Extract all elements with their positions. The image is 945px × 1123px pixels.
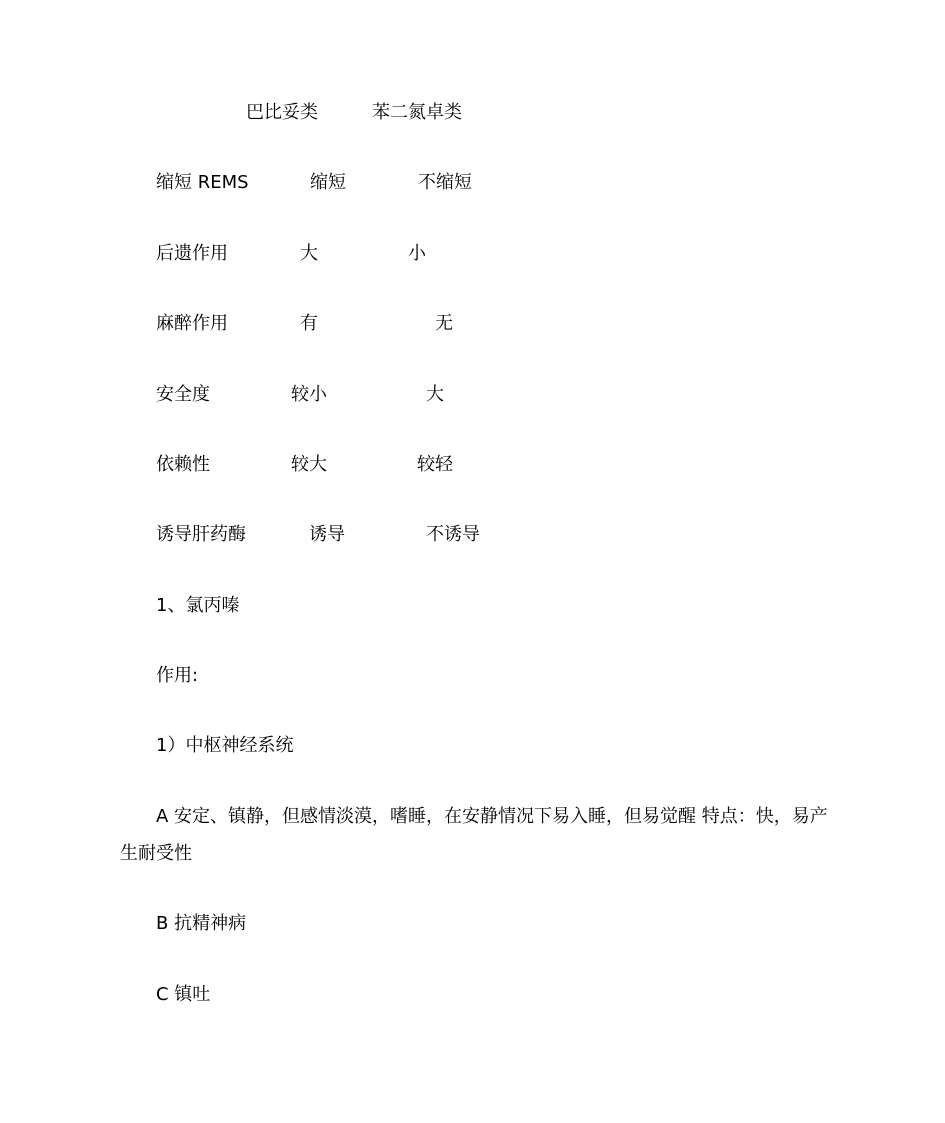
paragraph-item-c: C 镇吐	[156, 984, 211, 1005]
table-row-label: 麻醉作用	[156, 313, 228, 334]
table-row-label: 依赖性	[156, 454, 210, 475]
table-cell-barbiturates: 诱导	[309, 524, 345, 545]
paragraph-item-a: A 安定、镇静，但感情淡漠，嗜睡，在安静情况下易入睡，但易觉醒 特点：快，易产生耐受性	[120, 806, 828, 864]
table-cell-barbiturates: 较小	[291, 384, 327, 405]
table-row-label: 缩短 REMS	[156, 172, 249, 193]
table-row-label: 安全度	[156, 384, 210, 405]
table-cell-benzodiazepines: 不诱导	[426, 524, 480, 545]
table-row-label: 后遗作用	[156, 243, 228, 264]
table-header-barbiturates: 巴比妥类	[246, 102, 318, 123]
section-heading: 1、氯丙嗪	[156, 595, 240, 616]
paragraph-item-b: B 抗精神病	[156, 913, 247, 934]
table-cell-benzodiazepines: 大	[426, 384, 444, 405]
table-cell-benzodiazepines: 无	[435, 313, 453, 334]
sub-heading: 1）中枢神经系统	[156, 735, 294, 756]
table-row-label: 诱导肝药酶	[156, 524, 246, 545]
effects-label: 作用:	[156, 665, 199, 686]
table-cell-barbiturates: 有	[300, 313, 318, 334]
table-header-benzodiazepines: 苯二氮卓类	[372, 102, 462, 123]
table-cell-barbiturates: 大	[300, 243, 318, 264]
table-cell-barbiturates: 较大	[291, 454, 327, 475]
table-cell-benzodiazepines: 不缩短	[418, 172, 472, 193]
table-cell-benzodiazepines: 较轻	[417, 454, 453, 475]
table-cell-benzodiazepines: 小	[408, 243, 426, 264]
table-cell-barbiturates: 缩短	[310, 172, 346, 193]
